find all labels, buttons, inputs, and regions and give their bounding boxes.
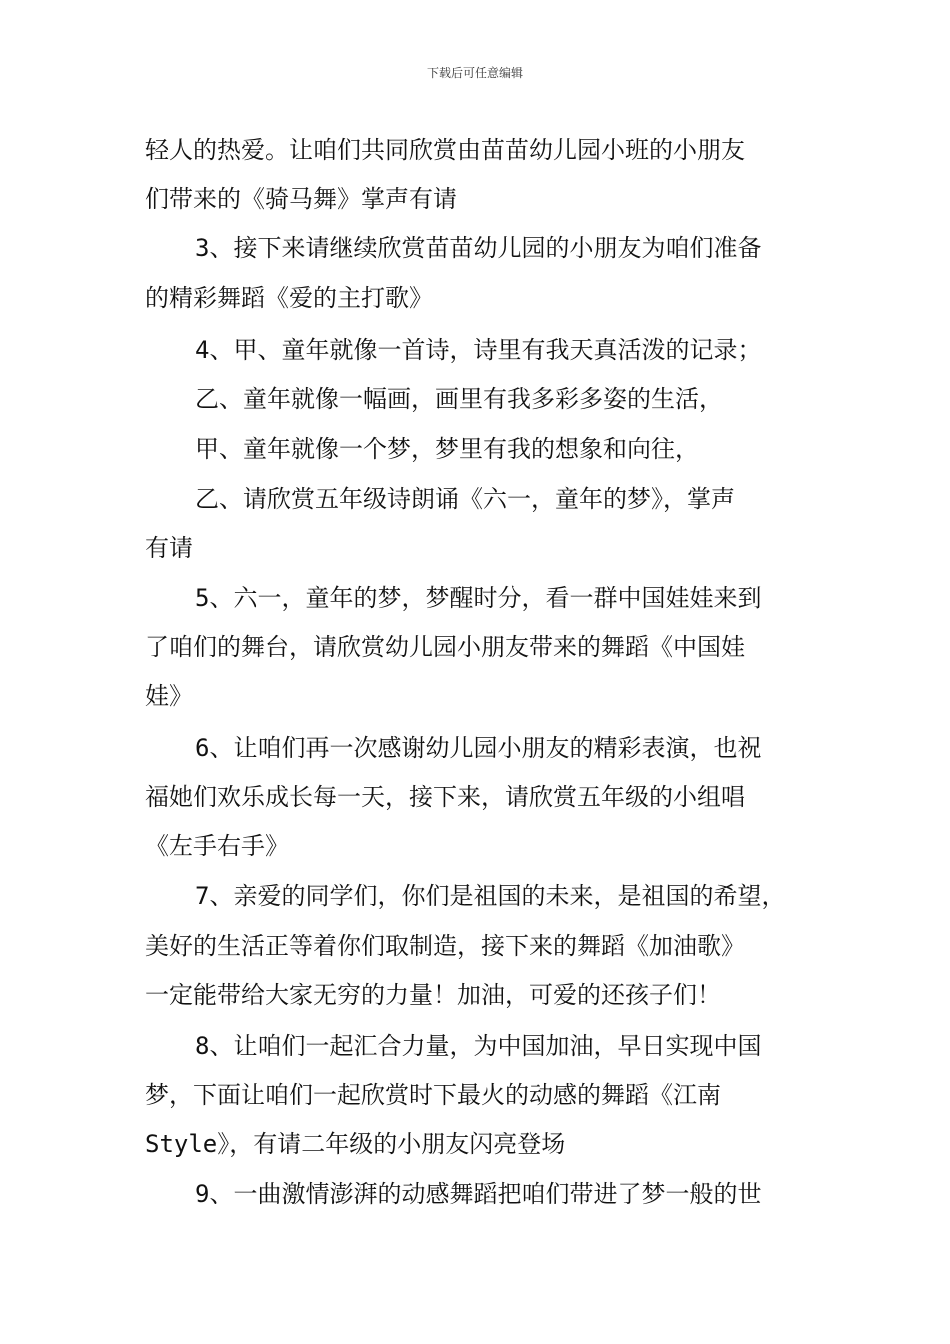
text-line: 4、甲、童年就像一首诗，诗里有我天真活泼的记录； bbox=[195, 336, 762, 364]
text-line: 6、让咱们再一次感谢幼儿园小朋友的精彩表演，也祝 bbox=[195, 734, 762, 762]
text-line: 了咱们的舞台，请欣赏幼儿园小朋友带来的舞蹈《中国娃 bbox=[145, 633, 745, 661]
text-line: 乙、童年就像一幅画，画里有我多彩多姿的生活， bbox=[195, 385, 723, 413]
text-line: Style》，有请二年级的小朋友闪亮登场 bbox=[145, 1130, 566, 1158]
text-line: 有请 bbox=[145, 534, 193, 562]
text-line: 的精彩舞蹈《爱的主打歌》 bbox=[145, 284, 433, 312]
page-header: 下载后可任意编辑 bbox=[426, 66, 523, 80]
text-line: 美好的生活正等着你们取制造，接下来的舞蹈《加油歌》 bbox=[145, 932, 745, 960]
text-line: 9、一曲激情澎湃的动感舞蹈把咱们带进了梦一般的世 bbox=[195, 1180, 762, 1208]
text-line: 梦，下面让咱们一起欣赏时下最火的动感的舞蹈《江南 bbox=[145, 1081, 721, 1109]
text-line: 5、六一，童年的梦，梦醒时分，看一群中国娃娃来到 bbox=[195, 584, 762, 612]
text-line: 3、接下来请继续欣赏苗苗幼儿园的小朋友为咱们准备 bbox=[195, 234, 762, 262]
text-line: 一定能带给大家无穷的力量！加油，可爱的还孩子们！ bbox=[145, 981, 721, 1009]
text-line: 7、亲爱的同学们，你们是祖国的未来，是祖国的希望， bbox=[195, 882, 786, 910]
text-line: 轻人的热爱。让咱们共同欣赏由苗苗幼儿园小班的小朋友 bbox=[145, 136, 745, 164]
text-line: 们带来的《骑马舞》掌声有请 bbox=[145, 185, 457, 213]
text-line: 福她们欢乐成长每一天，接下来，请欣赏五年级的小组唱 bbox=[145, 783, 745, 811]
text-line: 《左手右手》 bbox=[145, 832, 289, 860]
text-line: 乙、请欣赏五年级诗朗诵《六一，童年的梦》，掌声 bbox=[195, 485, 735, 513]
text-line: 甲、童年就像一个梦，梦里有我的想象和向往， bbox=[195, 435, 699, 463]
text-line: 8、让咱们一起汇合力量，为中国加油，早日实现中国 bbox=[195, 1032, 762, 1060]
text-line: 娃》 bbox=[145, 682, 193, 710]
